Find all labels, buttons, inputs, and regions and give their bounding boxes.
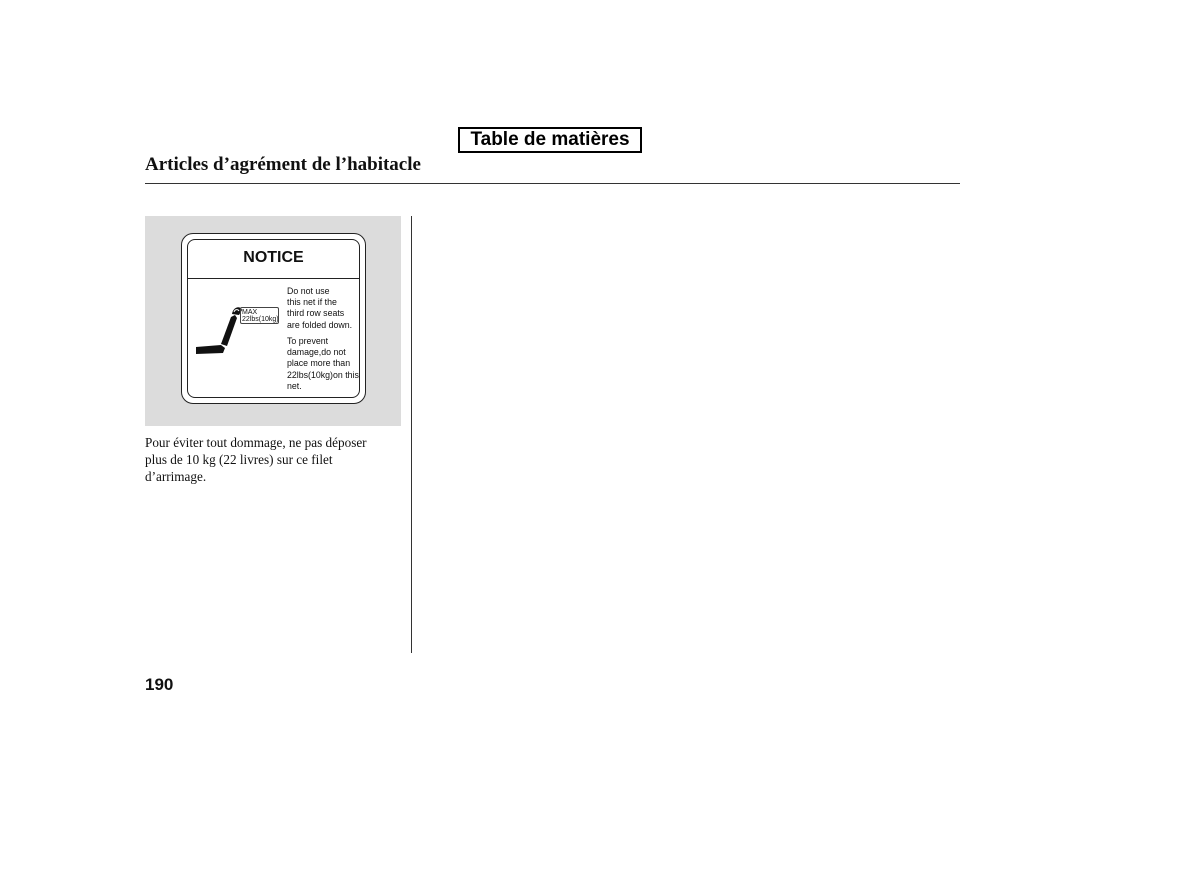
notice-text-line: place more than	[287, 358, 351, 369]
notice-label-inner-border	[187, 239, 360, 398]
header-divider	[145, 183, 960, 184]
notice-heading: NOTICE	[243, 249, 304, 266]
notice-text-line: this net if the	[287, 297, 337, 308]
notice-text-line: net.	[287, 380, 302, 391]
caption-line: d’arrimage.	[145, 469, 207, 484]
notice-text-line: third row seats	[287, 308, 345, 319]
notice-text-line: 22lbs(10kg)on this	[287, 369, 359, 380]
notice-load-text	[287, 336, 359, 392]
notice-text-line: damage,do not	[287, 347, 346, 358]
notice-warning-text	[287, 286, 352, 331]
figure-caption	[145, 434, 407, 485]
caption-line: plus de 10 kg (22 livres) sur ce filet	[145, 452, 333, 467]
max-load-badge	[240, 307, 279, 324]
notice-text-line: are folded down.	[287, 319, 353, 330]
caption-line: Pour éviter tout dommage, ne pas déposer	[145, 435, 367, 450]
column-divider	[411, 216, 412, 653]
notice-divider	[188, 278, 359, 279]
section-title: Articles d’agrément de l’habitacle	[145, 154, 421, 175]
notice-text-line: To prevent	[287, 336, 329, 346]
notice-text-line: Do not use	[287, 286, 330, 296]
table-of-contents-button[interactable]: Table de matières	[458, 127, 642, 153]
notice-figure	[145, 216, 401, 426]
max-badge-line: MAX	[242, 308, 258, 316]
page-number: 190	[145, 675, 174, 694]
notice-label	[181, 233, 366, 404]
seat-folded-icon	[193, 303, 243, 358]
max-badge-line: 22lbs(10kg)	[242, 316, 279, 323]
